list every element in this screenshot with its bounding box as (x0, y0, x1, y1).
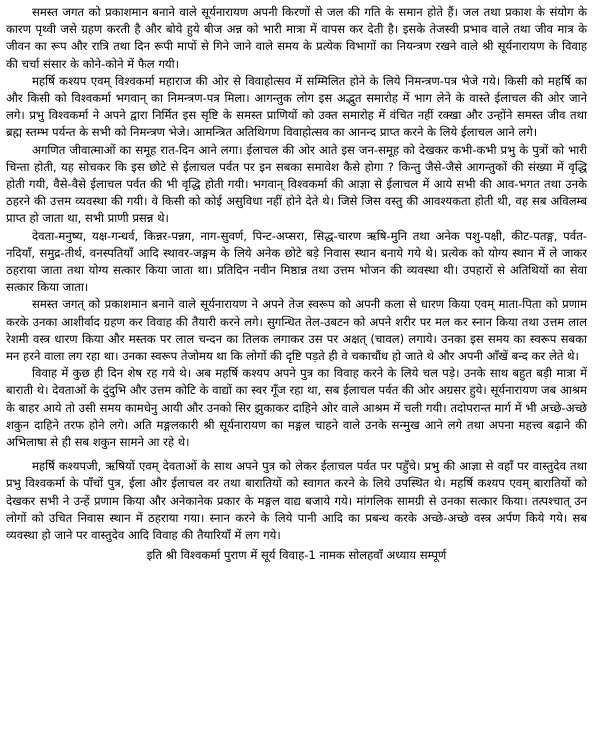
paragraph-marriage-news: समस्त जगत को प्रकाशमान बनाने वाले सूर्यनारायण अपनी किरणों से जल की गति के समान होते हैं। जल तथा प्रकाश के संयोग के कारण पृथ्वी जसे ग्रहण करती है और बोये हुये बीज अन्न को भारी मात्रा में वापस कर देती है। इसके तेजस्वी प्रभाव वाले तथा जीव मात्र के जीवन का रूप और रात्रि तथा दिन रूपी मापों से गिने जाने वाले समय के प्रत्येक विभागों का नियन्त्रण रखने वाले श्री सूर्यनारायण के विवाह की चर्चा संसार के कोने-कोने में फैल गयी। (6, 5, 587, 71)
paragraph-invitations: महर्षि कश्यप एवम् विश्वकर्मा महाराज की ओर से विवाहोत्सव में सम्मिलित होने के लिये निमन्त्रण-पत्र भेजे गये। किसी को महर्षि का और किसी को विश्वकर्मा भगवान् का निमन्त्रण-पत्र मिला। आगन्तुक लोग इस अद्भुत समारोह में भाग लेने के वास्ते ईलाचल की ओर जाने लगे। प्रभु विश्वकर्मा ने अपने द्वारा निर्मित इस सृष्टि के समस्त प्राणियों को उक्त समारोह में वंचित नहीं रक्खा और उन्होंने समस्त जीव तथा ब्रह्म स्तम्भ पर्यन्त के सभी को निमन्त्रण भेजे। आमन्त्रित अतिथिगण विवाहोत्सव का आनन्द प्राप्त करने के लिये ईलाचल आने लगे। (6, 73, 587, 140)
paragraph-accommodation: देवता-मनुष्य, यक्ष-गन्धर्व, किन्नर-पन्नग, नाग-सुवर्ण, पिन्ट-अप्सरा, सिद्ध-चारण ऋषि-मुनि तथा अनेक पशु-पक्षी, कीट-पतङ्ग, पर्वत-नदियाँ, समुद्र-तीर्थ, वनस्पतियाँ आदि स्थावर-जङ्गम के लिये अनेक छोटे बड़े निवास स्थान बनाये गये थे। प्रत्येक को योग्य स्थान में ले जाकर ठहराया जाता तथा योग्य सत्कार किया जाता था। प्रतिदिन नवीन मिष्ठान्न तथा उत्तम भोजन की व्यवस्था थी। उपहारों से अतिथियों का सेवा सत्कार किया जाता। (6, 228, 587, 295)
paragraph-procession: विवाह में कुछ ही दिन शेष रह गये थे। अब महर्षि कश्यप अपने पुत्र का विवाह करने के लिये चल पड़े। उनके साथ बहुत बड़ी मात्रा में बाराती थे। देवताओं के दुंदुभि और उत्तम कोटि के वाद्यों का स्वर गूँज रहा था, सब ईलाचल पर्वत की ओर अग्रसर हुये। सूर्यनारायण जब आश्रम के बाहर आये तो उसी समय कामधेनु आयी और उनको सिर झुकाकर दाहिने ओर वाले आश्रम में चली गयी। तदोपरान्त मार्ग में भी अच्छे-अच्छे शकुन दाहिने तरफ होने लगे। अति मङ्गलकारी श्री सूर्यनारायण का मङ्गल चाहने वाले उनके सन्मुख आने लगे तथा अपना महत्त्व बढ़ाने की अभिलाषा से ही सब शकुन सामने आ रहे थे। (6, 366, 587, 450)
paragraph-groom-preparation: समस्त जगत् को प्रकाशमान बनाने वाले सूर्यनारायण ने अपने तेज स्वरूप को अपनी कला से धारण किया एवम् माता-पिता को प्रणाम करके उनका आशीर्वाद ग्रहण कर विवाह की तैयारी करने लगे। सुगन्धित तेल-उबटन को अपने शरीर पर मल कर स्नान किया तथा उत्तम लाल रेशमी वस्त्र धारण किया और मस्तक पर लाल चन्दन का तिलक लगाकर उस पर अक्षत् (चावल) लगाये। उनका इस समय का स्वरूप सबका मन हरने वाला लग रहा था। उनका स्वरूप तेजोमय था कि लोगों की दृष्टि पड़ते ही वे चकाचौंध हो जाते थे और अपनी आँखें बन्द कर लेते थे। (6, 297, 587, 364)
chapter-end-line: इति श्री विश्वकर्मा पुराण में सूर्य विवाह-1 नामक सोलहवाँ अध्याय सम्पूर्ण (146, 548, 447, 563)
paragraph-guests-arrival: अगणित जीवात्माओं का समूह रात-दिन आने लगा। ईलाचल की ओर आते इस जन-समूह को देखकर कभी-कभी प्रभु के पुत्रों को भारी चिन्ता होती, यह सोचकर कि इस छोटे से ईलाचल पर्वत पर इन सबका समावेश कैसे होगा ? किन्तु जैसे-जैसे आगन्तुकों की संख्या में वृद्धि होती गयी, वैसे-वैसे ईलाचल पर्वत की भी वृद्धि होती गयी। भगवान् विश्वकर्मा की आज्ञा से ईलाचल में आये सभी की आव-भगत तथा उनके ठहरने की उत्तम व्यवस्था की गयी। वे किसी को कोई असुविधा नहीं होने देते थे। जिसे जिस वस्तु की आवश्यकता होती थी, वह सब अविलम्ब प्राप्त हो जाता था, सभी प्राणी प्रसन्न थे। (6, 142, 587, 226)
paragraph-reception: महर्षि कश्यपजी, ऋषियों एवम् देवताओं के साथ अपने पुत्र को लेकर ईलाचल पर्वत पर पहुँचे। प्रभु की आज्ञा से वहाँ पर वास्तुदेव तथा प्रभु विश्वकर्मा के पाँचों पुत्र, ईला और ईलाचल वर तथा बारातियों को स्वागत करने के लिये उपस्थित थे। महर्षि कश्यप एवम् बारातियों को देखकर सभी ने उन्हें प्रणाम किया और अनेकानेक प्रकार के मङ्गल वाद्य बजाये गये। मांगलिक सामग्री से उनका सत्कार किया। तत्पश्चात् उन लोगों को उचित निवास स्थान में ठहराया गया। स्नान करने के लिये पानी आदि का प्रबन्ध करके अच्छे-अच्छे वस्त्र अर्पण किये गये। सब व्यवस्था हो जाने पर वास्तुदेव आदि विवाह की तैयारियाँ में लग गये। (6, 459, 587, 543)
